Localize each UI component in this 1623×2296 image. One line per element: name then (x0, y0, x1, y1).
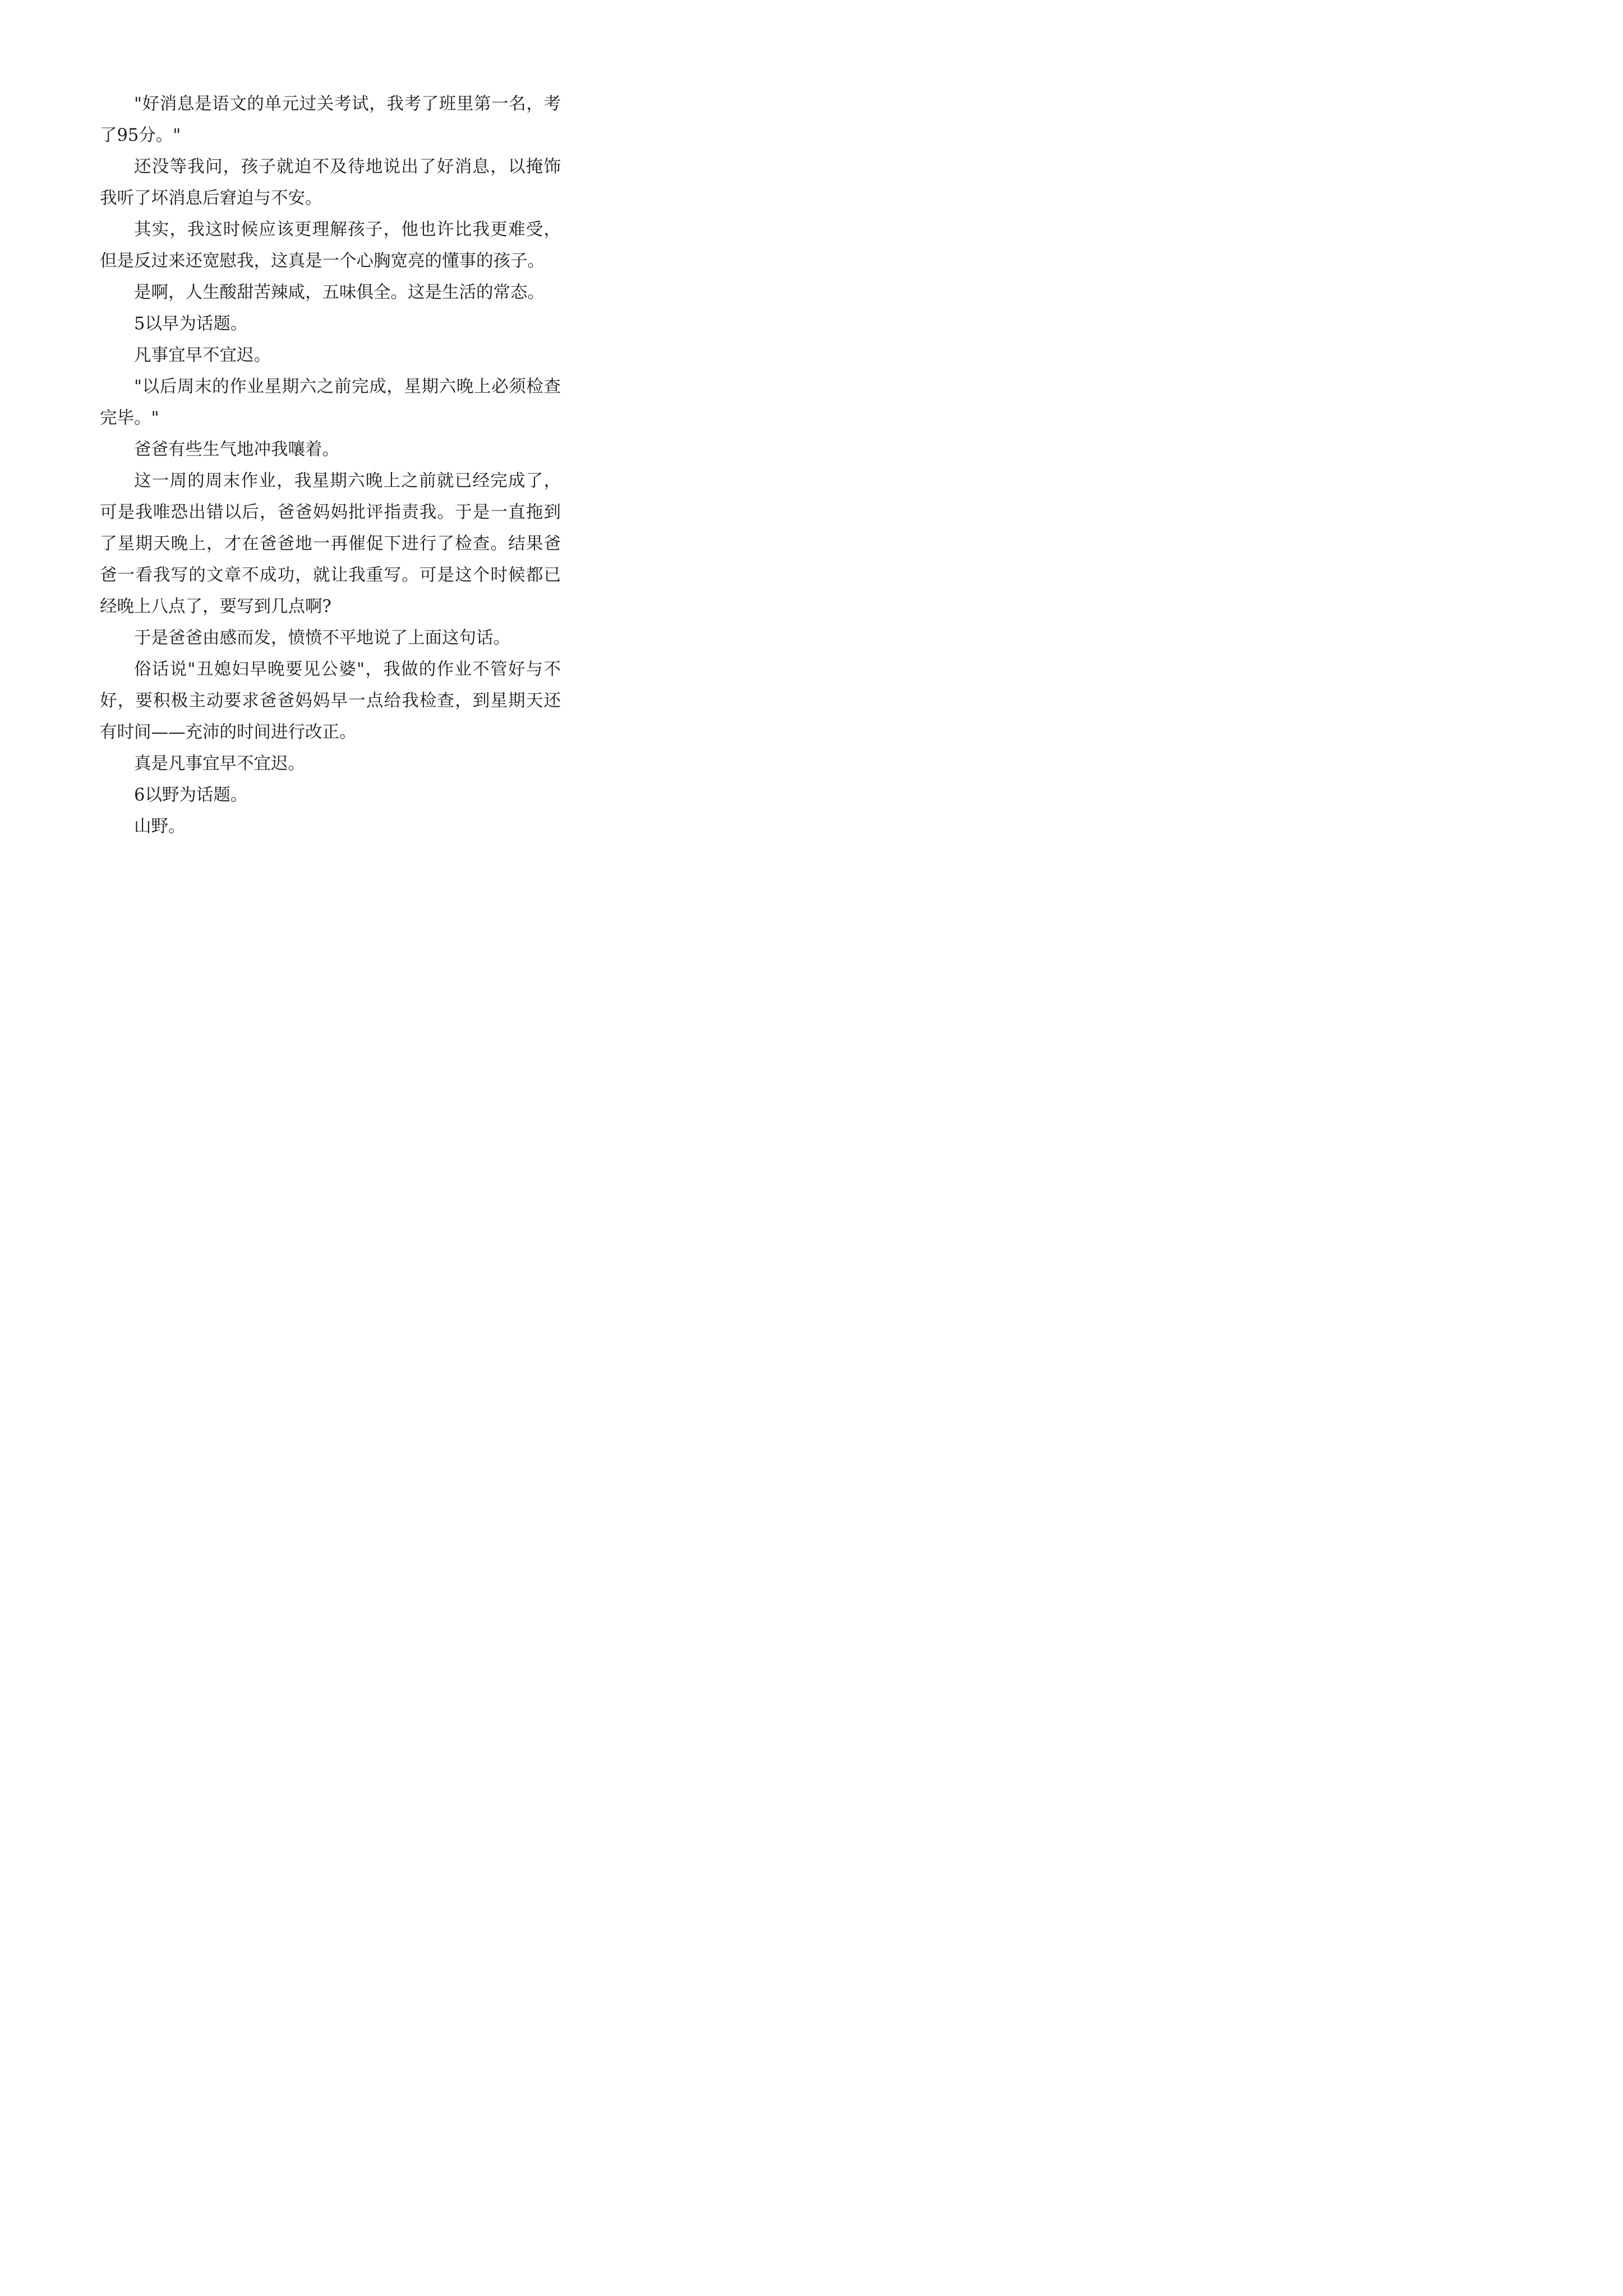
paragraph: "好消息是语文的单元过关考试，我考了班里第一名，考了95分。" (100, 94, 561, 145)
paragraph: 爸爸有些生气地冲我嚷着。 (134, 440, 339, 459)
document-body (100, 89, 561, 843)
paragraph: 凡事宜早不宜迟。 (134, 346, 271, 365)
paragraph: 山野。 (134, 817, 186, 836)
paragraph: 5以早为话题。 (134, 314, 248, 334)
paragraph: 是啊，人生酸甜苦辣咸，五味俱全。这是生活的常态。 (134, 283, 545, 302)
document-page (0, 0, 649, 919)
paragraph: 于是爸爸由感而发，愤愤不平地说了上面这句话。 (134, 628, 510, 648)
paragraph: 俗话说"丑媳妇早晚要见公婆"，我做的作业不管好与不好，要积极主动要求爸爸妈妈早一点给我检查，到星期天还有时间——充沛的时间进行改正。 (100, 660, 561, 742)
paragraph: 其实，我这时候应该更理解孩子，他也许比我更难受，但是反过来还宽慰我，这真是一个心胸宽亮的懂事的孩子。 (100, 220, 561, 271)
paragraph: 这一周的周末作业，我星期六晚上之前就已经完成了，可是我唯恐出错以后，爸爸妈妈批评指责我。于是一直拖到了星期天晚上，才在爸爸地一再催促下进行了检查。结果爸爸一看我写的文章不成功，就让我重写。可是这个时候都已经晚上八点了，要写到几点啊? (100, 471, 561, 616)
paragraph: "以后周末的作业星期六之前完成，星期六晚上必须检查完毕。" (100, 377, 561, 428)
paragraph: 6以野为话题。 (134, 785, 248, 805)
paragraph: 真是凡事宜早不宜迟。 (134, 754, 305, 774)
paragraph: 还没等我问，孩子就迫不及待地说出了好消息，以掩饰我听了坏消息后窘迫与不安。 (100, 157, 561, 208)
